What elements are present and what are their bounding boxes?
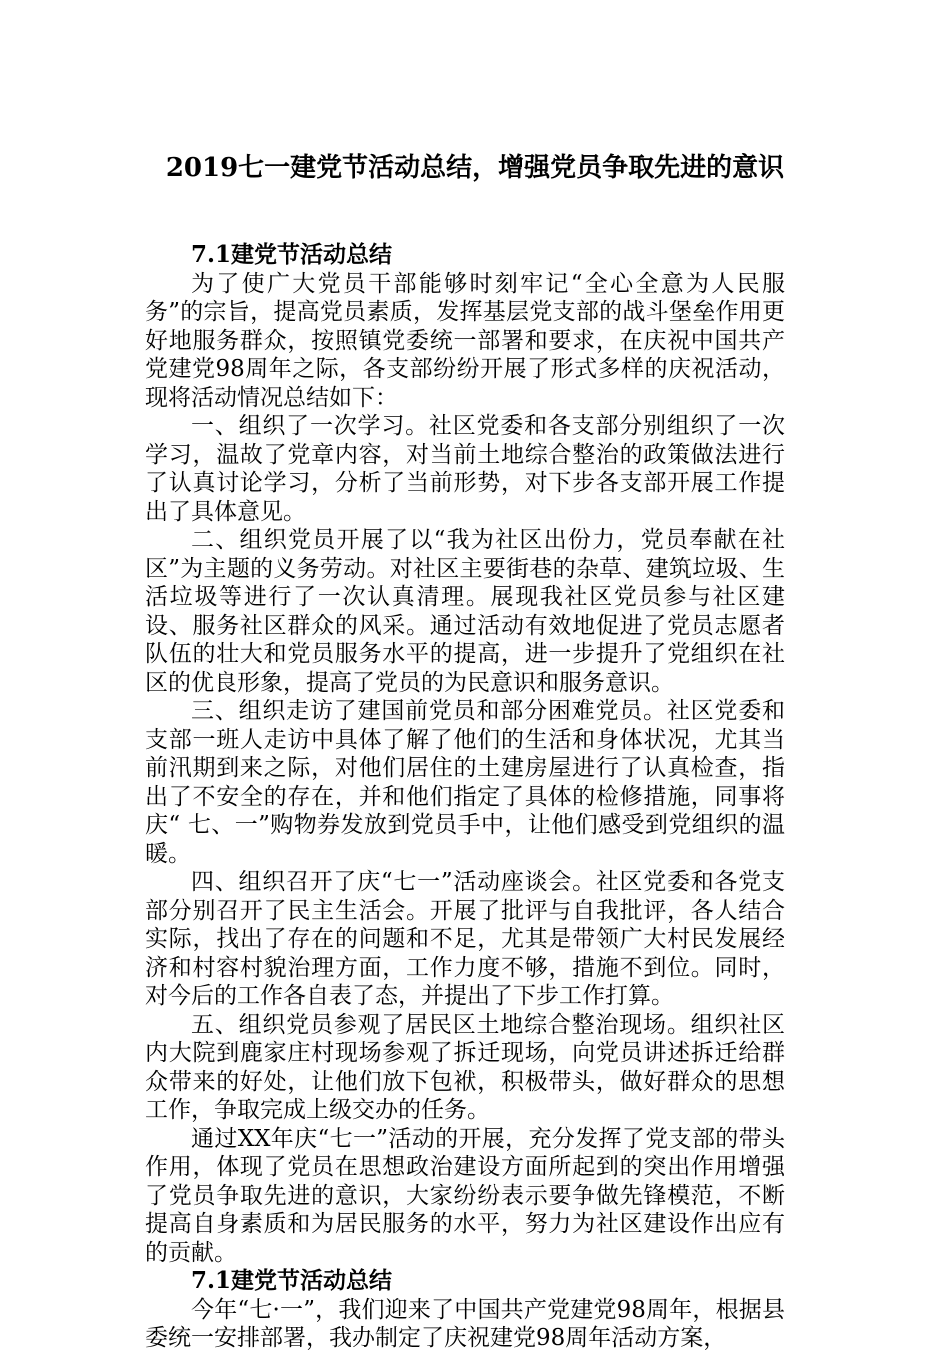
paragraph-item-5: 五、组织党员参观了居民区土地综合整治现场。组织社区内大院到鹿家庄村现场参观了拆迁现场，向党员讲述拆迁给群众带来的好处，让他们放下包袱，积极带头，做好群众的思想工作，争取完成上级交办的任务。: [145, 1011, 785, 1123]
document-body: [145, 241, 785, 1353]
paragraph-intro: 今年“七·一”，我们迎来了中国共产党建党98周年，根据县委统一安排部署，我办制定了庆祝建党98周年活动方案，: [145, 1296, 785, 1351]
document-title: 2019七一建党节活动总结，增强党员争取先进的意识: [165, 153, 785, 183]
paragraph-item-2: 二、组织党员开展了以“我为社区出份力，党员奉献在社区”为主题的义务劳动。对社区主要街巷的杂草、建筑垃圾、生活垃圾等进行了一次认真清理。展现我社区党员参与社区建设、服务社区群众的风采。通过活动有效地促进了党员志愿者队伍的壮大和党员服务水平的提高，进一步提升了党组织在社区的优良形象，提高了党员的为民意识和服务意识。: [145, 527, 785, 696]
section-heading: 7.1建党节活动总结: [191, 1267, 393, 1294]
section-2: [145, 1267, 785, 1353]
section-heading: 7.1建党节活动总结: [191, 241, 393, 268]
paragraph-conclusion: 通过XX年庆“七一”活动的开展，充分发挥了党支部的带头作用，体现了党员在思想政治建设方面所起到的突出作用增强了党员争取先进的意识，大家纷纷表示要争做先锋模范，不断提高自身素质和为居民服务的水平，努力为社区建设作出应有的贡献。: [145, 1125, 785, 1266]
paragraph-item-3: 三、组织走访了建国前党员和部分困难党员。社区党委和支部一班人走访中具体了解了他们的生活和身体状况，尤其当前汛期到来之际，对他们居住的土建房屋进行了认真检查，指出了不安全的存在，并和他们指定了具体的检修措施，同事将庆“ 七、一”购物券发放到党员手中，让他们感受到党组织的温暖。: [145, 698, 785, 867]
section-1: [145, 241, 785, 1267]
paragraph-item-1: 一、组织了一次学习。社区党委和各支部分别组织了一次学习，温故了党章内容，对当前土地综合整治的政策做法进行了认真讨论学习，分析了当前形势，对下步各支部开展工作提出了具体意见。: [145, 413, 785, 525]
paragraph-intro: 为了使广大党员干部能够时刻牢记“全心全意为人民服务”的宗旨，提高党员素质，发挥基层党支部的战斗堡垒作用更好地服务群众，按照镇党委统一部署和要求，在庆祝中国共产党建党98周年之际，各支部纷纷开展了形式多样的庆祝活动，现将活动情况总结如下：: [145, 270, 785, 411]
paragraph-item-4: 四、组织召开了庆“七一”活动座谈会。社区党委和各党支部分别召开了民主生活会。开展了批评与自我批评，各人结合实际，找出了存在的问题和不足，尤其是带领广大村民发展经济和村容村貌治理方面，工作力度不够，措施不到位。同时，对今后的工作各自表了态，并提出了下步工作打算。: [145, 869, 785, 1009]
